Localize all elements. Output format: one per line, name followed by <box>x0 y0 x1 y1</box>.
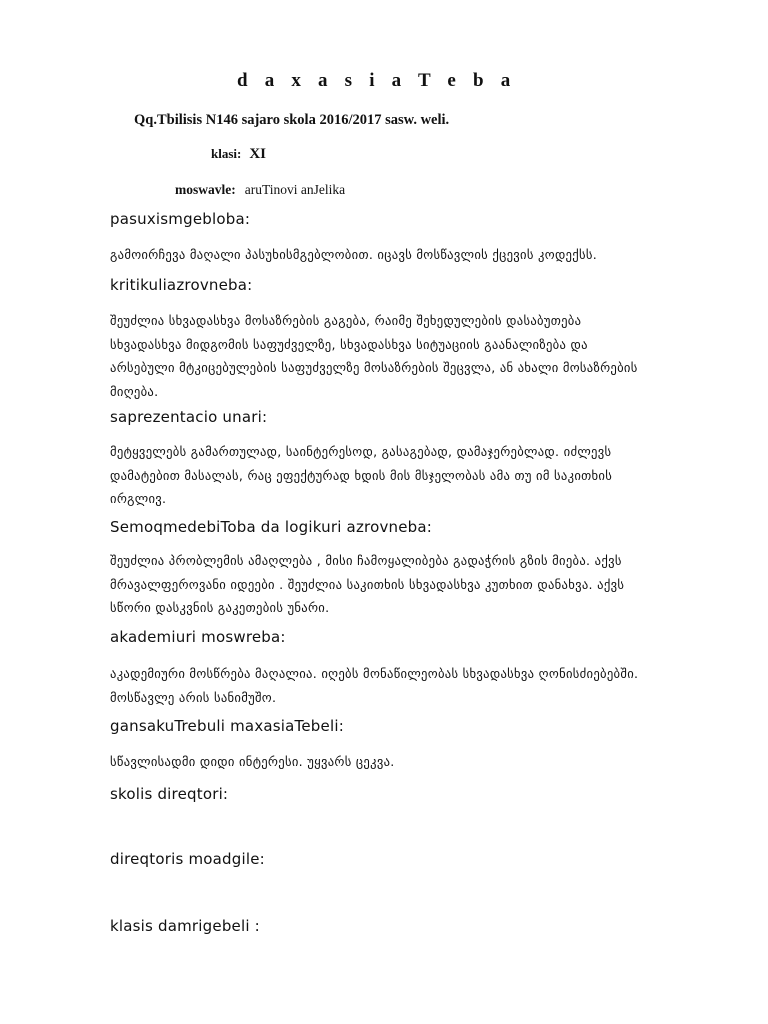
section-heading-presentation: saprezentacio unari: <box>110 408 268 426</box>
text-line: სწორი დასკვნის გაკეთების უნარი. <box>110 600 330 616</box>
section-heading-special: gansakuTrebuli maxasiaTebeli: <box>110 717 344 735</box>
text-line: არსებული მტკიცებულების საფუძველზე მოსაზრების შეცვლა, ან ახალი მოსაზრების <box>110 360 638 376</box>
class-value: XI <box>249 146 267 162</box>
text-line: მრავალფეროვანი იდეები . შეუძლია საკითხის სხვადასხვა კუთხით დანახვა. აქვს <box>110 576 625 592</box>
heading-colon: : <box>247 276 253 294</box>
section-text-academic <box>110 662 670 709</box>
text-line: გამოირჩევა მაღალი პასუხისმგებლობით. იცავს მოსწავლის ქცევის კოდექსს. <box>110 247 598 262</box>
class-label: klasi: <box>211 146 242 161</box>
section-heading-responsibility: pasuxismgebloba: <box>110 210 251 228</box>
text-line: მიღება. <box>110 383 159 399</box>
section-text-responsibility <box>110 243 670 267</box>
section-text-presentation <box>110 440 670 511</box>
signature-class-teacher: klasis damrigebeli : <box>110 917 260 935</box>
text-line: მოსწავლე არის სანიმუშო. <box>110 689 277 705</box>
section-text-special <box>110 750 670 774</box>
heading-text: kritikuliazrovneba <box>110 276 248 294</box>
text-line: ირგლივ. <box>110 491 167 507</box>
text-line: დამატებით მასალას, რაც ეფექტურად ხდის მის მსჯელობას ამა თუ იმ საკითხის <box>110 467 613 483</box>
student-name: aruTinovi anJelika <box>244 182 346 197</box>
text-line: სხვადასხვა მიდგომის საფუძველზე, სხვადასხვა სიტუაციის გაანალიზება და <box>110 336 588 352</box>
section-heading-creativity: SemoqmedebiToba da logikuri azrovneba: <box>110 518 433 536</box>
text-line: შეუძლია სხვადასხვა მოსაზრების გაგება, რაიმე შეხედულების დასაბუთება <box>110 313 582 328</box>
text-line: შეუძლია პრობლემის ამაღლება , მისი ჩამოყალიბება გადაჭრის გზის მიება. აქვს <box>110 553 622 568</box>
section-text-critical-thinking <box>110 309 670 403</box>
signature-deputy: direqtoris moadgile: <box>110 850 265 868</box>
section-text-creativity <box>110 549 670 620</box>
student-label: moswavle: <box>175 182 236 197</box>
heading-text: akademiuri moswreba <box>110 628 281 646</box>
student-line <box>175 182 345 198</box>
section-heading-academic <box>110 628 286 646</box>
section-heading-critical-thinking <box>110 276 252 294</box>
text-line: სწავლისადმი დიდი ინტერესი. უყვარს ცეკვა. <box>110 754 395 769</box>
document-title: d a x a s i a T e b a <box>237 70 517 91</box>
text-line: აკადემიური მოსწრება მაღალია. იღებს მონაწილეობას სხვადასხვა ღონისძიებებში. <box>110 666 639 681</box>
heading-colon: : <box>280 628 286 646</box>
class-line <box>211 146 266 163</box>
text-line: მეტყველებს გამართულად, საინტერესოდ, გასაგებად, დამაჯერებლად. იძლევს <box>110 444 612 459</box>
school-line: Qq.Tbilisis N146 sajaro skola 2016/2017 sasw. weli. <box>134 112 450 128</box>
signature-director: skolis direqtori: <box>110 785 229 803</box>
